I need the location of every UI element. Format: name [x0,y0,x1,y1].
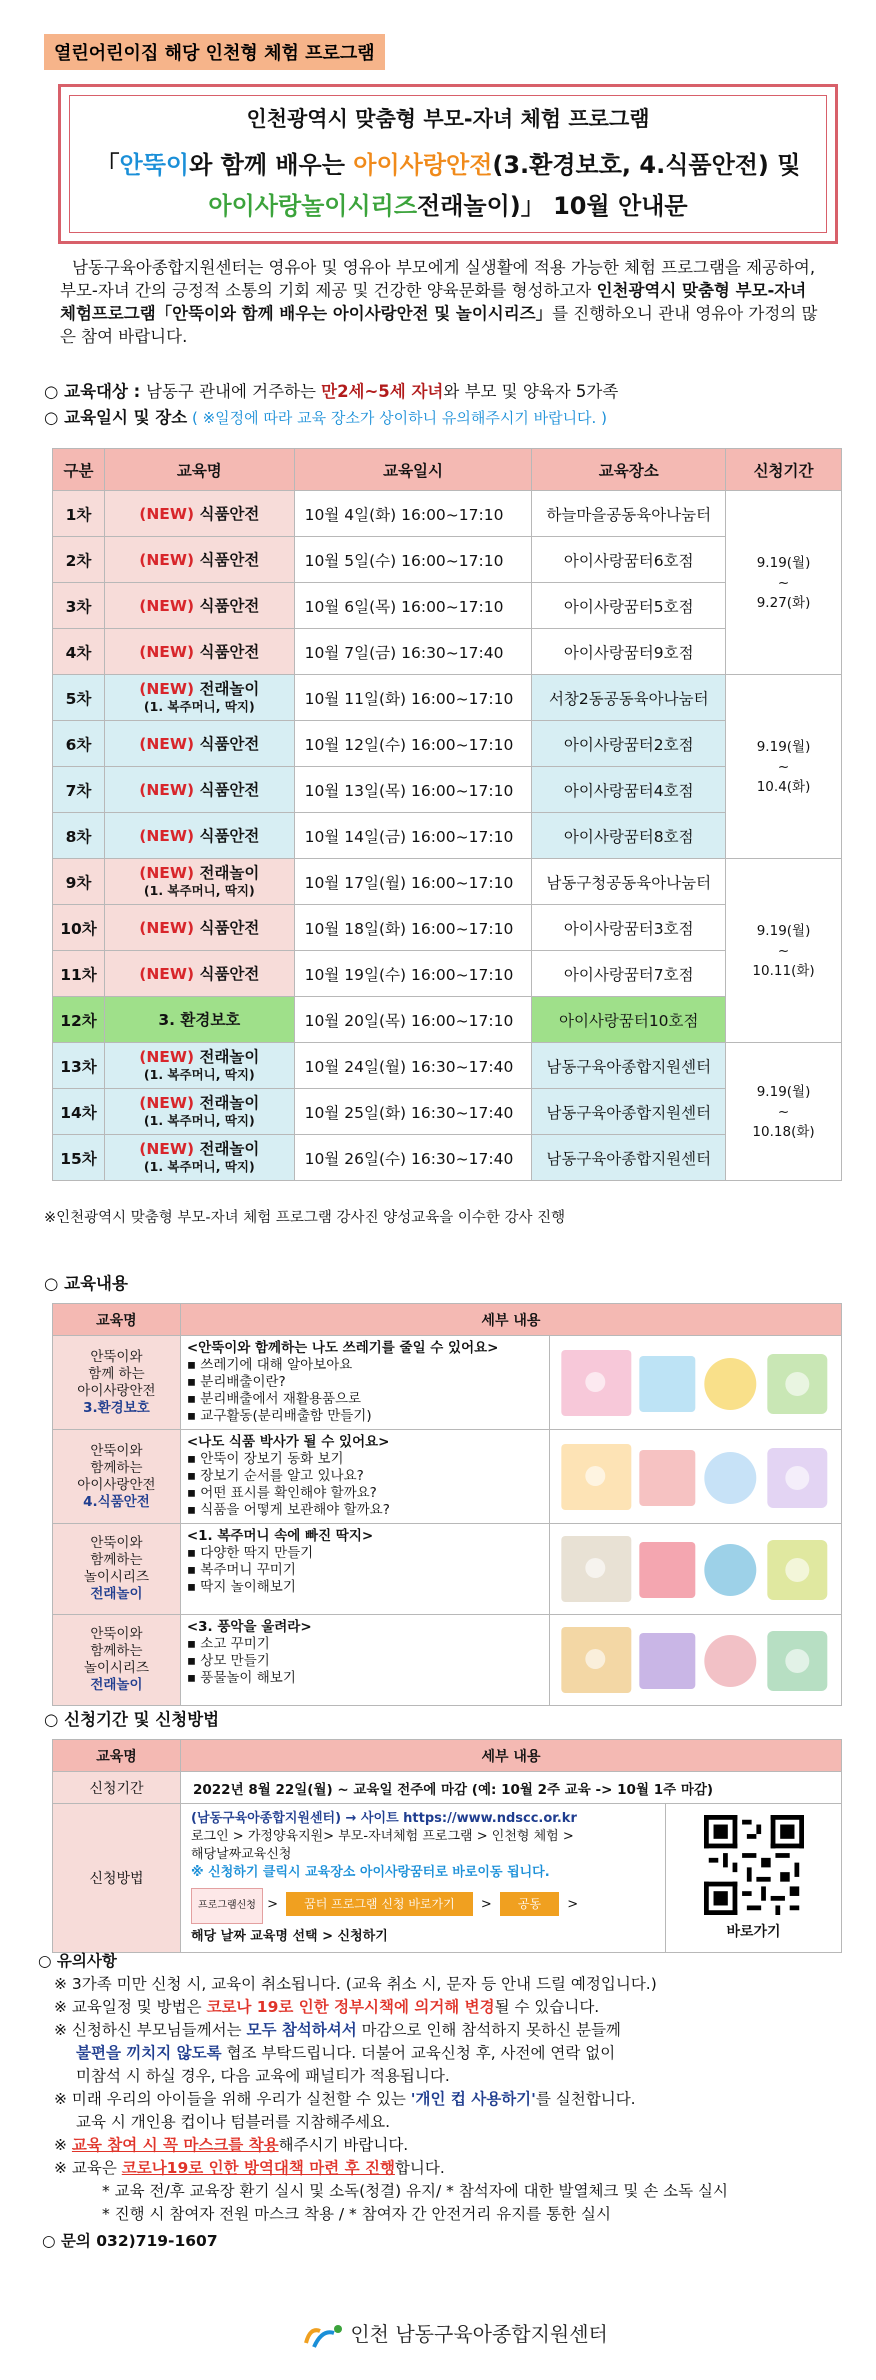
session-place: 남동구청공동육아나눔터 [532,859,726,905]
content-title: <안뚝이와 함께하는 나도 쓰레기를 줄일 수 있어요> [186,1340,499,1356]
new-badge: (NEW) [139,918,195,937]
new-badge: (NEW) [139,1139,195,1158]
period-end: 10.4(화) [756,778,811,795]
center-logo-icon [300,2321,344,2351]
program-name: (NEW) 전래놀이 (1. 복주머니, 딱지) [104,675,294,721]
new-badge: (NEW) [139,863,195,882]
table-row [53,1336,842,1430]
program-name: (NEW) 전래놀이 (1. 복주머니, 딱지) [104,859,294,905]
notes-section [38,1950,858,2253]
apply-flow: 프로그램신청 > 꿈터 프로그램 신청 바로가기 > 공동 > [191,1888,655,1924]
table-row [53,1430,842,1524]
content-item: ▪ 풍물놀이 해보기 [186,1670,296,1686]
session-date: 10월 13일(목) 16:00~17:10 [294,767,532,813]
content-item: ▪ 장보기 순서를 알고 있나요? [186,1468,364,1484]
session-date: 10월 24일(월) 16:30~17:40 [294,1043,532,1089]
new-badge: (NEW) [139,596,195,615]
period-start: 9.19(월) [756,554,811,571]
apply-period [726,491,842,675]
session-no: 7차 [53,767,105,813]
program-photo-icon [554,1342,837,1424]
flow-step-dreamhouse[interactable]: 꿈터 프로그램 신청 바로가기 [286,1892,473,1916]
session-no: 9차 [53,859,105,905]
table-row [53,813,842,859]
content-detail [180,1615,550,1706]
apply-method-detail [181,1804,666,1953]
flow-step-common[interactable]: 공동 [500,1892,559,1916]
program-name: (NEW) 식품안전 [104,905,294,951]
apply-site[interactable]: (남동구육아종합지원센터) → 사이트 https://www.ndscc.or.kr [191,1811,577,1826]
new-badge: (NEW) [139,504,195,523]
notes-heading: ○ 유의사항 [38,1952,117,1970]
intro-paragraph: 남동구육아종합지원센터는 영유아 및 영유아 부모에게 실생활에 적용 가능한 체험 프로그램을 제공하여, 부모-자녀 간의 긍정적 소통의 기회 제공 및 건강한 양육문화를 형성하고자 인천광역시 맞춤형 부모-자녀 체험프로그램「안뚝이와 함께 배우는 아이사랑안전 및 놀이시리즈」를 진행하오니 관내 영유아 가정의 많은 참여 바랍니다. [60,258,818,346]
title-line1: 인천광역시 맞춤형 부모-자녀 체험 프로그램 [246,107,650,131]
content-detail [180,1524,550,1615]
program-sub: (1. 복주머니, 딱지) [143,1158,255,1174]
program-name: (NEW) 전래놀이 (1. 복주머니, 딱지) [104,1043,294,1089]
session-no: 12차 [53,997,105,1043]
program-photo-icon [554,1528,837,1610]
header-cell: 교육명 [53,1740,181,1772]
session-date: 10월 20일(목) 16:00~17:10 [294,997,532,1043]
apply-method-label: 신청방법 [53,1804,181,1953]
note-sub: * 교육 전/후 교육장 환기 실시 및 소독(청결) 유지/ * 참석자에 대한 발열체크 및 손 소독 실시 [102,2182,728,2200]
note-item: 교육 시 개인용 컵이나 텀블러를 지참해주세요. [76,2113,391,2131]
program-sub: (1. 복주머니, 딱지) [143,1066,255,1082]
program-name: (NEW) 식품안전 [104,767,294,813]
table-row [53,583,842,629]
apply-heading: ○ 신청기간 및 신청방법 [44,1710,220,1729]
table-row [53,1043,842,1089]
note-sub: * 진행 시 참여자 전원 마스크 착용 / * 참여자 간 안전거리 유지를 통한 실시 [102,2205,611,2223]
content-image [550,1615,842,1706]
period-end: 10.11(화) [752,962,815,979]
session-place: 아이사랑꿈터4호점 [532,767,726,813]
session-date: 10월 25일(화) 16:30~17:40 [294,1089,532,1135]
flow-step-program[interactable]: 프로그램신청 [191,1888,263,1924]
session-no: 10차 [53,905,105,951]
program-tag: 열린어린이집 해당 인천형 체험 프로그램 [44,34,385,70]
table-row [53,675,842,721]
new-badge: (NEW) [139,1093,195,1112]
contact-line: ○ 문의 032)719-1607 [42,2232,218,2250]
new-badge: (NEW) [139,964,195,983]
program-sub: (1. 복주머니, 딱지) [143,698,255,714]
target-line: ○ 교육대상 : 남동구 관내에 거주하는 만2세~5세 자녀와 부모 및 양육자 5가족 [44,382,619,401]
session-place: 남동구육아종합지원센터 [532,1135,726,1181]
period-sep: ~ [777,1103,790,1120]
period-start: 9.19(월) [756,922,811,939]
header-cell: 세부 내용 [181,1740,842,1772]
apply-period-text: 2022년 8월 22일(월) ~ 교육일 전주에 마감 (예: 10월 2주 교육 -> 10월 1주 마감) [181,1772,842,1804]
program-sub: (1. 복주머니, 딱지) [143,882,255,898]
qr-code-icon[interactable] [704,1815,804,1915]
session-place: 아이사랑꿈터9호점 [532,629,726,675]
content-item: ▪ 식품을 어떻게 보관해야 할까요? [186,1502,390,1518]
header-cell: 교육명 [104,449,294,491]
content-program-name: 안뚝이와 함께하는 아이사랑안전 4.식품안전 [53,1430,181,1524]
session-date: 10월 12일(수) 16:00~17:10 [294,721,532,767]
session-place: 서창2동공동육아나눔터 [532,675,726,721]
content-program-name: 안뚝이와 함께 하는 아이사랑안전 3.환경보호 [53,1336,181,1430]
period-sep: ~ [777,574,790,591]
content-item: ▪ 분리배출이란? [186,1374,286,1390]
session-date: 10월 18일(화) 16:00~17:10 [294,905,532,951]
content-title: <나도 식품 박사가 될 수 있어요> [186,1434,390,1450]
title-line2: 「안뚝이와 함께 배우는 아이사랑안전(3.환경보호, 4.식품안전) 및 [95,151,801,179]
session-no: 1차 [53,491,105,537]
content-detail [180,1430,550,1524]
content-image [550,1524,842,1615]
content-title: <1. 복주머니 속에 빠진 딱지> [186,1528,374,1544]
program-name: (NEW) 식품안전 [104,491,294,537]
note-item: ※ 신청하신 부모님들께서는 모두 참석하셔서 마감으로 인해 참석하지 못하신 분들께 [54,2021,621,2039]
session-no: 6차 [53,721,105,767]
session-no: 11차 [53,951,105,997]
content-table [52,1303,842,1706]
program-name: (NEW) 식품안전 [104,583,294,629]
content-item: ▪ 쓰레기에 대해 알아보아요 [186,1357,353,1373]
session-place: 아이사랑꿈터5호점 [532,583,726,629]
note-item: ※ 미래 우리의 아이들을 위해 우리가 실천할 수 있는 '개인 컵 사용하기'를 실천합니다. [54,2090,636,2108]
footer [300,2318,608,2351]
table-row [53,767,842,813]
program-name: (NEW) 식품안전 [104,813,294,859]
period-end: 9.27(화) [756,594,811,611]
new-badge: (NEW) [139,550,195,569]
header-cell: 세부 내용 [180,1304,841,1336]
note-item: ※ 교육 참여 시 꼭 마스크를 착용해주시기 바랍니다. [54,2136,409,2154]
qr-label[interactable]: 바로가기 [726,1924,781,1940]
period-start: 9.19(월) [756,1083,811,1100]
program-photo-icon [554,1436,837,1518]
session-date: 10월 6일(목) 16:00~17:10 [294,583,532,629]
session-date: 10월 19일(수) 16:00~17:10 [294,951,532,997]
program-name: (NEW) 전래놀이 (1. 복주머니, 딱지) [104,1135,294,1181]
note-item: ※ 3가족 미만 신청 시, 교육이 취소됩니다. (교육 취소 시, 문자 등 안내 드릴 예정입니다.) [54,1975,657,1993]
table-row [53,721,842,767]
session-place: 아이사랑꿈터8호점 [532,813,726,859]
session-place: 남동구육아종합지원센터 [532,1043,726,1089]
session-date: 10월 26일(수) 16:30~17:40 [294,1135,532,1181]
program-name: 3. 환경보호 [104,997,294,1043]
session-date: 10월 11일(화) 16:00~17:10 [294,675,532,721]
table-row [53,951,842,997]
content-image [550,1430,842,1524]
table-row [53,629,842,675]
session-no: 4차 [53,629,105,675]
table-row [53,1524,842,1615]
period-sep: ~ [777,942,790,959]
header-cell: 교육명 [53,1304,181,1336]
content-title: <3. 풍악을 울려라> [186,1619,312,1635]
session-no: 8차 [53,813,105,859]
program-name: (NEW) 식품안전 [104,537,294,583]
header-cell: 교육장소 [532,449,726,491]
new-badge: (NEW) [139,642,195,661]
content-item: ▪ 다양한 딱지 만들기 [186,1545,314,1561]
program-name: (NEW) 식품안전 [104,629,294,675]
title-line3: 아이사랑놀이시리즈전래놀이)」 10월 안내문 [208,192,688,220]
new-badge: (NEW) [139,1047,195,1066]
new-badge: (NEW) [139,780,195,799]
title-box [58,84,838,244]
content-item: ▪ 딱지 놀이해보기 [186,1579,296,1595]
period-start: 9.19(월) [756,738,811,755]
content-program-name: 안뚝이와 함께하는 놀이시리즈 전래놀이 [53,1615,181,1706]
note-item: 미참석 시 하실 경우, 다음 교육에 패널티가 적용됩니다. [76,2067,450,2085]
program-sub: (1. 복주머니, 딱지) [143,1112,255,1128]
session-date: 10월 17일(월) 16:00~17:10 [294,859,532,905]
session-place: 아이사랑꿈터2호점 [532,721,726,767]
session-place: 아이사랑꿈터10호점 [532,997,726,1043]
apply-notice: ※ 신청하기 클릭시 교육장소 아이사랑꿈터로 바로이동 됩니다. [191,1865,550,1880]
apply-table [52,1739,842,1953]
footer-text: 인천 남동구육아종합지원센터 [350,2322,608,2346]
period-sep: ~ [777,758,790,775]
apply-period [726,675,842,859]
schedule-line: ○ 교육일시 및 장소 ( ※일정에 따라 교육 장소가 상이하니 유의해주시기 바랍니다. ) [44,408,607,427]
header-cell: 구분 [53,449,105,491]
program-photo-icon [554,1619,837,1701]
session-place: 남동구육아종합지원센터 [532,1089,726,1135]
session-no: 13차 [53,1043,105,1089]
content-item: ▪ 소고 꾸미기 [186,1636,270,1652]
apply-final-step: 해당 날짜 교육명 선택 > 신청하기 [191,1929,388,1944]
new-badge: (NEW) [139,826,195,845]
apply-period [726,1043,842,1181]
session-no: 2차 [53,537,105,583]
table-row [53,491,842,537]
session-place: 하늘마을공동육아나눔터 [532,491,726,537]
content-item: ▪ 복주머니 꾸미기 [186,1562,296,1578]
session-no: 5차 [53,675,105,721]
apply-path2: 해당날짜교육신청 [191,1847,292,1862]
table-row [53,1615,842,1706]
session-date: 10월 7일(금) 16:30~17:40 [294,629,532,675]
session-no: 14차 [53,1089,105,1135]
period-end: 10.18(화) [752,1123,815,1140]
session-place: 아이사랑꿈터6호점 [532,537,726,583]
content-item: ▪ 교구활동(분리배출함 만들기) [186,1408,372,1424]
program-name: (NEW) 식품안전 [104,721,294,767]
program-name: (NEW) 식품안전 [104,951,294,997]
content-item: ▪ 상모 만들기 [186,1653,270,1669]
qr-cell [666,1804,842,1953]
content-image [550,1336,842,1430]
table-row [53,859,842,905]
instructor-note: ※인천광역시 맞춤형 부모-자녀 체험 프로그램 강사진 양성교육을 이수한 강사 진행 [44,1210,566,1226]
header-cell: 신청기간 [726,449,842,491]
session-date: 10월 4일(화) 16:00~17:10 [294,491,532,537]
table-row [53,1135,842,1181]
header-cell: 교육일시 [294,449,532,491]
note-item: 불편을 끼치지 않도록 협조 부탁드립니다. 더불어 교육신청 후, 사전에 연락 없이 [76,2044,616,2062]
content-heading: ○ 교육내용 [44,1274,128,1293]
apply-path: 로그인 > 가정양육지원> 부모-자녀체험 프로그램 > 인천형 체험 > [191,1829,574,1844]
new-badge: (NEW) [139,679,195,698]
table-row [53,905,842,951]
content-item: ▪ 분리배출에서 재활용품으로 [186,1391,362,1407]
apply-period-label: 신청기간 [53,1772,181,1804]
session-date: 10월 14일(금) 16:00~17:10 [294,813,532,859]
content-detail [180,1336,550,1430]
session-place: 아이사랑꿈터3호점 [532,905,726,951]
new-badge: (NEW) [139,734,195,753]
note-item: ※ 교육은 코로나19로 인한 방역대책 마련 후 진행합니다. [54,2159,445,2177]
note-item: ※ 교육일정 및 방법은 코로나 19로 인한 정부시책에 의거해 변경될 수 있습니다. [54,1998,600,2016]
apply-period [726,859,842,1043]
table-row [53,537,842,583]
content-item: ▪ 어떤 표시를 확인해야 할까요? [186,1485,377,1501]
session-no: 15차 [53,1135,105,1181]
schedule-table [52,448,842,1181]
session-no: 3차 [53,583,105,629]
program-name: (NEW) 전래놀이 (1. 복주머니, 딱지) [104,1089,294,1135]
table-row [53,997,842,1043]
content-item: ▪ 안뚝이 장보기 동화 보기 [186,1451,344,1467]
session-date: 10월 5일(수) 16:00~17:10 [294,537,532,583]
session-place: 아이사랑꿈터7호점 [532,951,726,997]
table-row [53,1089,842,1135]
content-program-name: 안뚝이와 함께하는 놀이시리즈 전래놀이 [53,1524,181,1615]
